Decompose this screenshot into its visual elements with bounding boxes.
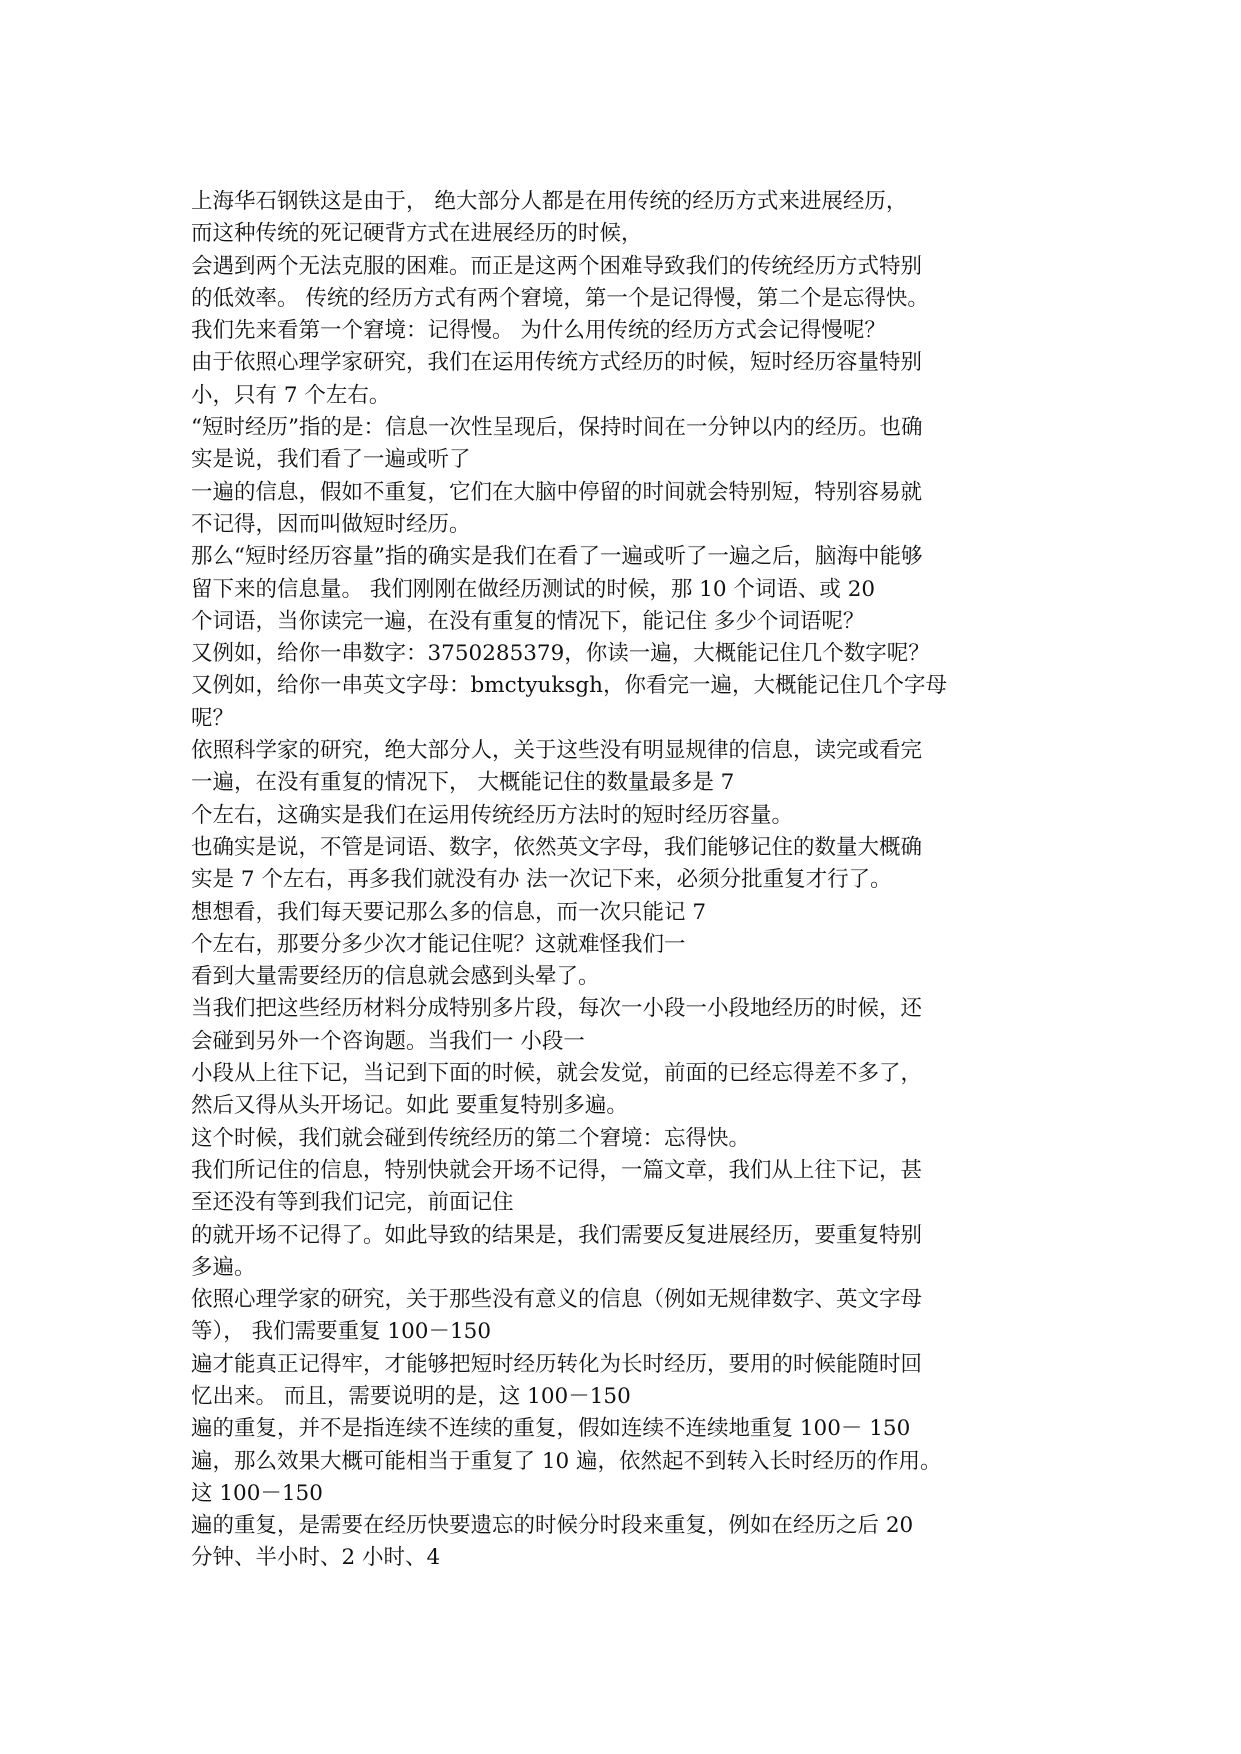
text-line: 又例如，给你一串英文字母：bmctyuksgh，你看完一遍，大概能记住几个字母 (191, 673, 947, 699)
text-line: 这个时候，我们就会碰到传统经历的第二个窘境：忘得快。 (191, 1125, 751, 1151)
text-line: 遍才能真正记得牢，才能够把短时经历转化为长时经历，要用的时候能随时回 (191, 1351, 923, 1377)
text-line: 依照科学家的研究，绝大部分人，关于这些没有明显规律的信息，读完或看完 (191, 738, 923, 764)
text-line: 至还没有等到我们记完，前面记住 (191, 1190, 514, 1216)
text-line: 实是 7 个左右，再多我们就没有办 法一次记下来，必须分批重复才行了。 (191, 867, 892, 893)
text-line: 会遇到两个无法克服的困难。而正是这两个困难导致我们的传统经历方式特别 (191, 253, 923, 279)
text-line: 不记得，因而叫做短时经历。 (191, 511, 471, 537)
text-line: 我们所记住的信息，特别快就会开场不记得，一篇文章，我们从上往下记，甚 (191, 1157, 923, 1183)
text-line: 个词语，当你读完一遍，在没有重复的情况下，能记住 多少个词语呢？ (191, 608, 865, 634)
text-line: 实是说，我们看了一遍或听了 (191, 447, 471, 473)
text-line: 那么“短时经历容量”指的确实是我们在看了一遍或听了一遍之后，脑海中能够 (191, 544, 923, 570)
text-line: 留下来的信息量。 我们刚刚在做经历测试的时候，那 10 个词语、或 20 (191, 576, 876, 602)
text-line: 依照心理学家的研究，关于那些没有意义的信息（例如无规律数字、英文字母 (191, 1287, 923, 1313)
text-line: “短时经历”指的是：信息一次性呈现后，保持时间在一分钟以内的经历。也确 (191, 415, 923, 441)
text-line: 忆出来。 而且，需要说明的是，这 100－150 (191, 1383, 631, 1409)
text-line: 遍的重复，是需要在经历快要遗忘的时候分时段来重复，例如在经历之后 20 (191, 1513, 914, 1539)
text-line: 想想看，我们每天要记那么多的信息，而一次只能记 7 (191, 899, 707, 925)
text-line: 也确实是说，不管是词语、数字，依然英文字母，我们能够记住的数量大概确 (191, 834, 923, 860)
text-line: 当我们把这些经历材料分成特别多片段，每次一小段一小段地经历的时候，还 (191, 996, 923, 1022)
text-line: 的就开场不记得了。如此导致的结果是，我们需要反复进展经历，要重复特别 (191, 1222, 923, 1248)
text-line: 分钟、半小时、2 小时、4 (191, 1545, 441, 1571)
text-line: 然后又得从头开场记。如此 要重复特别多遍。 (191, 1093, 628, 1119)
text-line: 个左右，这确实是我们在运用传统经历方法时的短时经历容量。 (191, 802, 794, 828)
text-line: 会碰到另外一个咨询题。当我们一 小段一 (191, 1028, 585, 1054)
text-line: 由于依照心理学家研究，我们在运用传统方式经历的时候，短时经历容量特别 (191, 350, 923, 376)
text-line: 等）， 我们需要重复 100－150 (191, 1319, 491, 1345)
text-line: 这 100－150 (191, 1480, 323, 1506)
text-line: 而这种传统的死记硬背方式在进展经历的时候， (191, 221, 643, 247)
text-line: 小，只有 7 个左右。 (191, 382, 391, 408)
text-line: 遍的重复，并不是指连续不连续的重复，假如连续不连续地重复 100－ 150 (191, 1416, 911, 1442)
text-line: 上海华石钢铁这是由于， 绝大部分人都是在用传统的经历方式来进展经历， (191, 189, 908, 214)
text-line: 个左右，那要分多少次才能记住呢？这就难怪我们一 (191, 931, 686, 957)
text-line: 遍，那么效果大概可能相当于重复了 10 遍，依然起不到转入长时经历的作用。 (191, 1448, 942, 1474)
text-line: 小段从上往下记，当记到下面的时候，就会发觉，前面的已经忘得差不多了， (191, 1061, 923, 1087)
text-line: 看到大量需要经历的信息就会感到头晕了。 (191, 964, 600, 990)
text-line: 的低效率。 传统的经历方式有两个窘境，第一个是记得慢，第二个是忘得快。 (191, 285, 929, 311)
text-line: 又例如，给你一串数字：3750285379，你读一遍，大概能记住几个数字呢？ (191, 641, 930, 667)
text-line: 一遍，在没有重复的情况下， 大概能记住的数量最多是 7 (191, 770, 735, 796)
document-body (191, 186, 1051, 1575)
text-line: 多遍。 (191, 1254, 256, 1280)
text-line: 呢？ (191, 705, 235, 731)
text-line: 一遍的信息，假如不重复，它们在大脑中停留的时间就会特别短，特别容易就 (191, 479, 923, 505)
text-line: 我们先来看第一个窘境：记得慢。 为什么用传统的经历方式会记得慢呢？ (191, 318, 886, 344)
